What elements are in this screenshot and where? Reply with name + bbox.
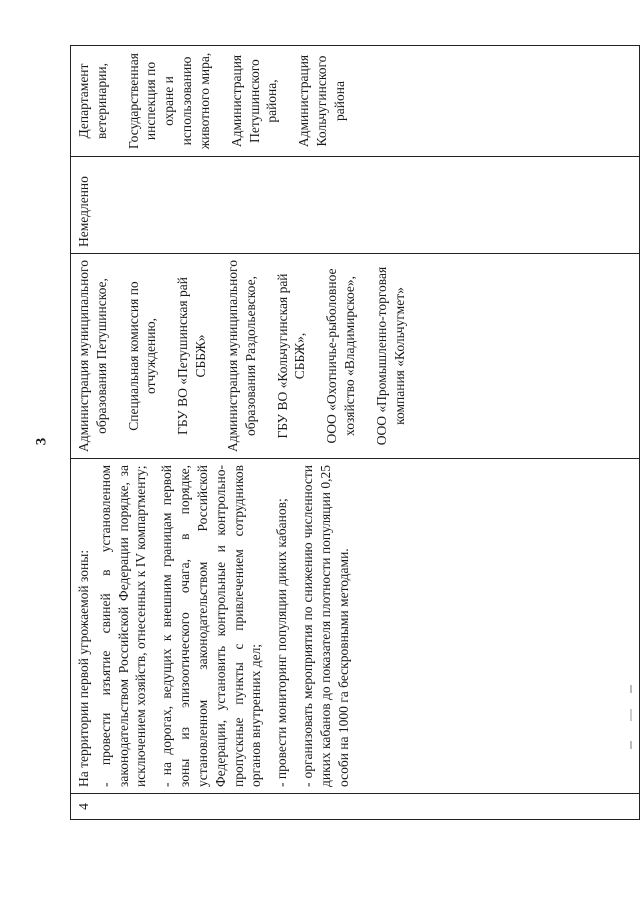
measures-table: [70, 45, 640, 820]
measure-item: - провести изъятие свиней в установленном законодательством Российской Федерации порядке, за исключением хозяйств, отнесенных к IV компартменту;: [97, 465, 149, 787]
scan-artifact: [630, 685, 632, 765]
executor-item: ООО «Охотничье-рыболовное хозяйство «Владимирское»,: [324, 268, 357, 444]
executors-cell: [71, 254, 640, 459]
controller-item: Администрация Кольчугинского района: [296, 54, 347, 148]
executor-item: ГБУ ВО «Кольчугинская рай СББЖ»,: [274, 273, 308, 439]
controller-item: Департамент ветеринарии,: [76, 63, 109, 139]
measure-item: - провести мониторинг популяции диких кабанов;: [274, 498, 290, 787]
deadline-cell: [71, 157, 640, 254]
rotated-table-wrapper: [70, 45, 640, 820]
executor-item: Администрация муниципального образования Раздольевское,: [224, 259, 258, 452]
deadline-text: Немедленно: [76, 176, 91, 247]
table-row: [71, 46, 640, 820]
row-number-cell: [71, 794, 640, 820]
executor-item: Специальная комиссия по отчуждению,: [125, 281, 159, 431]
controllers-cell: [71, 46, 640, 157]
executor-item: Администрация муниципального образования Петушинское,: [76, 259, 109, 452]
measure-item: - на дорогах, ведущих к внешним границам первой зоны из эпизоотического очага, в порядке, установленном законодательством Российской Федерации, установить контрольные и контрольно-пропускные пункты с привлечением сотрудников органов внутренних дел;: [159, 465, 264, 787]
measures-title: На территории первой угрожаемой зоны:: [76, 549, 91, 787]
controller-item: Государственная инспекция по охране и использованию животного мира,: [125, 52, 212, 150]
measure-item: - организовать мероприятия по снижению численности диких кабанов до показателя плотности популяции 0,25 особи на 1000 га бескровными методами.: [299, 465, 351, 787]
measures-cell: [71, 459, 640, 794]
executor-item: ГБУ ВО «Петушинская рай СББЖ»: [175, 277, 209, 435]
executor-item: ООО «Промышленно-торговая компания «Кольчугмет»: [373, 266, 407, 446]
row-number: 4: [76, 803, 91, 810]
controller-item: Администрация Петушинского района,: [228, 54, 280, 148]
page-number: 3: [33, 437, 50, 446]
